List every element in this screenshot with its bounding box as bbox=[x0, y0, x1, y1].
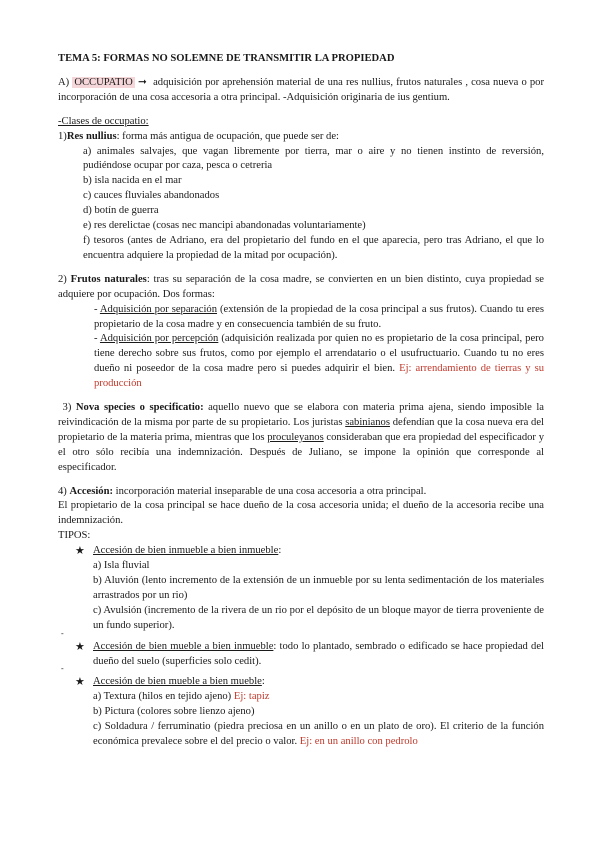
dash-glyph: - bbox=[61, 628, 64, 638]
section-a-text: adquisición por aprehensión material de una res nullius, frutos naturales , cosa nueva o por incorporación de una cosa accesoria a otra principal. -Adquisición originaria de ius gentium. bbox=[58, 76, 545, 103]
section-a bbox=[58, 76, 544, 106]
frutos-label: Frutos naturales bbox=[70, 273, 147, 285]
list-item: c) cauces fluviales abandonados bbox=[83, 190, 220, 202]
frutos-forms bbox=[58, 303, 544, 392]
star-icon: ★ bbox=[75, 676, 85, 689]
list-item: c) Avulsión (incremento de la rivera de un rio por el depósito de un bloque mayor de tierra proveniente de un fundo superior). bbox=[93, 604, 544, 631]
tipo-2-text: : todo lo plantado, sembrado o edificado se hace propiedad del dueño del suelo (superficies solo cedit). bbox=[93, 640, 544, 667]
frutos-num: 2) bbox=[58, 273, 67, 285]
percepcion-label: Adquisición por percepción bbox=[99, 333, 219, 345]
tipo-inmueble-inmueble bbox=[58, 544, 544, 633]
tipo-3-label: Accesión de bien mueble a bien mueble bbox=[93, 676, 262, 688]
list-item: b) isla nacida en el mar bbox=[83, 175, 182, 187]
res-nullius-num: 1) bbox=[58, 130, 67, 142]
accesion-paragraph: El propietario de la cosa principal se hace dueño de la cosa accesoria unida; el dueño de la accesoria recibe una indemnización. bbox=[58, 500, 544, 527]
nova-num: 3) bbox=[62, 402, 72, 414]
clases-heading: -Clases de occupatio: bbox=[58, 115, 149, 127]
accesion-num: 4) bbox=[58, 485, 67, 497]
separacion-label: Adquisición por separación bbox=[99, 303, 218, 315]
accesion-intro bbox=[58, 485, 544, 500]
tipo-3-colon: : bbox=[261, 676, 265, 688]
list-item: d) botín de guerra bbox=[83, 205, 159, 217]
tipo-1-colon: : bbox=[278, 545, 282, 557]
occupatio-term: OCCUPATIO bbox=[74, 76, 133, 88]
list-item: b) Pictura (colores sobre lienzo ajeno) bbox=[93, 706, 255, 718]
percepcion-dash: - bbox=[94, 333, 98, 345]
res-nullius-text: : forma más antigua de ocupación, que puede ser de: bbox=[116, 130, 339, 142]
percepcion-item bbox=[94, 332, 544, 392]
percepcion-example: Ej: arrendamiento de tierras y su producción bbox=[94, 363, 545, 390]
list-item: f) tesoros (antes de Adriano, era del propietario del fundo en el que aparecia, pero tras Adriano, el que lo encuentra adquiere la propiedad de la mitad por ocupación). bbox=[83, 234, 544, 261]
percepcion-text: (adquisición realizada por quien no es propietario de la cosa principal, pero tiene derecho sobre sus frutos, como por ejemplo el arrendatario o el usufructuario. Cuando tu no eres dueño ni poseedor de la cosa madre pero si puedes adquirir el bien. bbox=[94, 333, 544, 375]
proculeyanos-term: proculeyanos bbox=[267, 431, 324, 443]
list-item bbox=[93, 690, 544, 705]
list-item: a) Isla fluvial bbox=[93, 560, 150, 572]
res-nullius-intro bbox=[58, 130, 544, 145]
document-page bbox=[58, 52, 544, 750]
accesion-text: incorporación material inseparable de una cosa accesoria a otra principal. bbox=[113, 485, 427, 497]
tipo-mueble-mueble bbox=[58, 675, 544, 750]
nova-species bbox=[58, 401, 544, 476]
tipo-2-label: Accesión de bien mueble a bien inmueble bbox=[93, 640, 274, 652]
star-icon: ★ bbox=[75, 545, 85, 558]
frutos-intro bbox=[58, 273, 544, 303]
document-title: TEMA 5: FORMAS NO SOLEMNE DE TRANSMITIR LA PROPIEDAD bbox=[58, 53, 395, 64]
dash-glyph: - bbox=[61, 664, 64, 674]
tipo-1-label: Accesión de bien inmueble a bien inmueble bbox=[93, 545, 279, 557]
res-nullius-label: Res nullius bbox=[66, 130, 117, 142]
list-item bbox=[93, 720, 544, 750]
nova-label: Nova species o specificatio: bbox=[75, 402, 204, 414]
textura-example: Ej: tapiz bbox=[233, 691, 270, 703]
separacion-text: (extensión de la propiedad de la cosa principal a sus frutos). Cuando tu eres propietario de la cosa madre y en consecuencia también de su fruto. bbox=[94, 303, 544, 330]
tipos-heading: TIPOS: bbox=[58, 530, 91, 542]
soldadura-example: Ej: en un anillo con pedrolo bbox=[299, 736, 418, 748]
tipo-mueble-inmueble bbox=[58, 640, 544, 670]
textura-text: a) Textura (hilos en tejido ajeno) bbox=[93, 691, 232, 703]
list-item: a) animales salvajes, que vagan libremente por tierra, mar o aire y no tienen instinto de reversión, pudiéndose ocupar por caza, pesca o cetreria bbox=[83, 145, 544, 172]
nova-text-2: defendían que la cosa nueva era del propietario de la materia prima, mientras que los bbox=[58, 416, 544, 443]
arrow-icon: ➞ bbox=[137, 76, 147, 88]
sabinianos-term: sabinianos bbox=[345, 416, 390, 428]
nova-text-1: aquello nuevo que se elabora con materia prima ajena, siendo imposible la reivindicación de la misma por parte de su propietario. Los juristas bbox=[58, 402, 544, 428]
soldadura-text: c) Soldadura / ferruminatio (piedra preciosa en un anillo o en un plato de oro). El criterio de la función económica prevalece sobre el del precio o valor. bbox=[93, 721, 544, 748]
res-nullius-list bbox=[58, 145, 544, 264]
section-a-prefix: A) bbox=[58, 76, 70, 88]
nova-text-3: consideraban que era propiedad del especificador y el otro sólo recibía una indemnización. Después de Juliano, se impone la opinión que corresponde al especificador. bbox=[58, 431, 544, 473]
frutos-text: : tras su separación de la cosa madre, se convierten en un bien distinto, cuya propiedad se adquiere por ocupación. Dos formas: bbox=[58, 273, 544, 300]
separacion-item bbox=[94, 303, 544, 333]
list-item: e) res derelictae (cosas nec mancipi abandonadas voluntariamente) bbox=[83, 220, 366, 232]
list-item: b) Aluvión (lento incremento de la extensión de un inmueble por su lenta sedimentación de los materiales arrastrados por un rio) bbox=[93, 575, 544, 601]
accesion-label: Accesión: bbox=[69, 485, 114, 497]
separacion-dash: - bbox=[94, 303, 98, 315]
star-icon: ★ bbox=[75, 640, 85, 653]
